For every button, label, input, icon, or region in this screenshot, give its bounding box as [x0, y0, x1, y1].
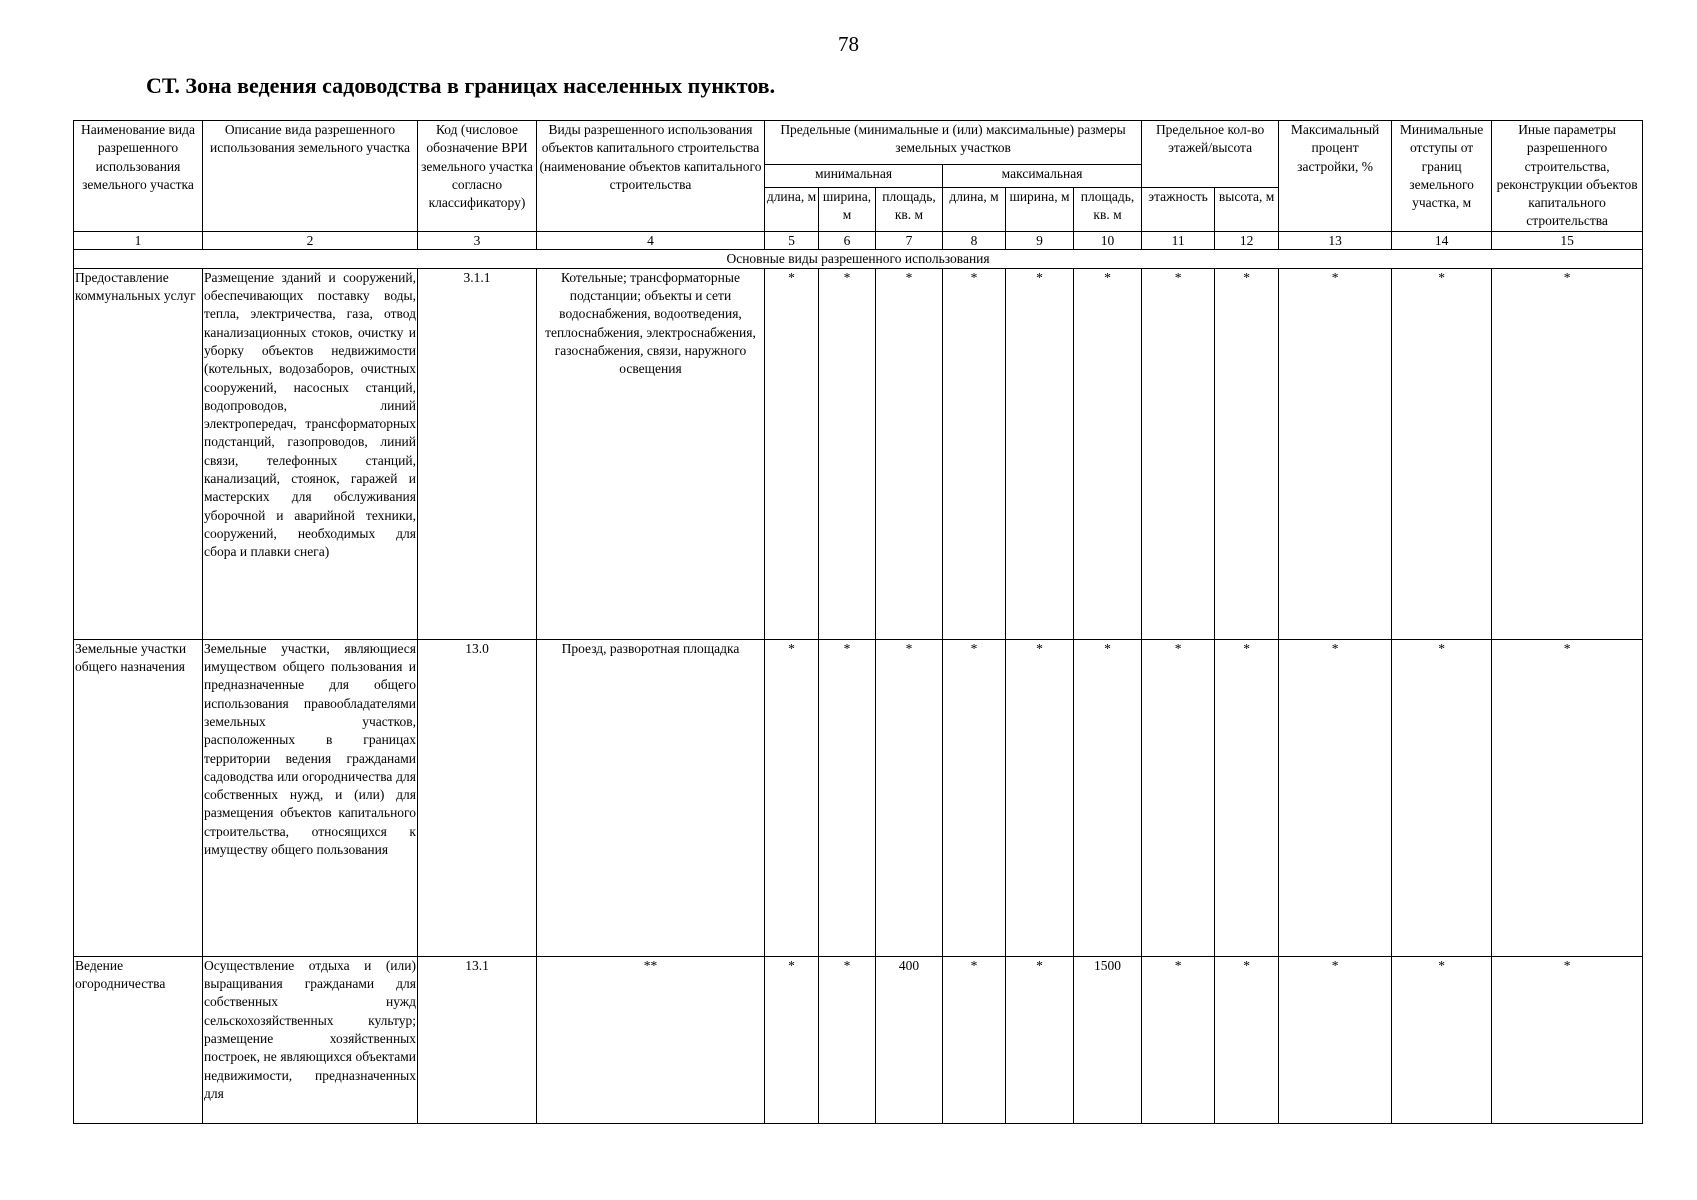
- table-row: [74, 639, 1643, 956]
- use-code: 13.1: [418, 956, 537, 1123]
- oks-types: **: [537, 956, 765, 1123]
- header-floors: этажность: [1142, 187, 1215, 231]
- min-width-value: *: [819, 639, 876, 956]
- min-setback-value: *: [1392, 639, 1492, 956]
- min-setback-value: *: [1392, 956, 1492, 1123]
- section-row: [74, 249, 1643, 268]
- header-height: высота, м: [1215, 187, 1279, 231]
- header-max-percent: Максимальный процент застройки, %: [1279, 121, 1392, 232]
- column-number: 4: [537, 231, 765, 249]
- header-max-area: площадь, кв. м: [1074, 187, 1142, 231]
- oks-types: Проезд, разворотная площадка: [537, 639, 765, 956]
- max-area-value: 1500: [1074, 956, 1142, 1123]
- header-min-width: ширина, м: [819, 187, 876, 231]
- max-percent-value: *: [1279, 639, 1392, 956]
- header-min-area: площадь, кв. м: [876, 187, 943, 231]
- max-width-value: *: [1006, 639, 1074, 956]
- header-oks-types: Виды разрешенного использования объектов капитального строительства (наименование объектов капитального строительства: [537, 121, 765, 232]
- other-params-value: *: [1492, 268, 1643, 639]
- min-area-value: *: [876, 639, 943, 956]
- column-number: 14: [1392, 231, 1492, 249]
- header-min: минимальная: [765, 165, 943, 188]
- header-name: Наименование вида разрешенного использования земельного участка: [74, 121, 203, 232]
- oks-types: Котельные; трансформаторные подстанции; объекты и сети водоснабжения, водоотведения, теплоснабжения, электроснабжения, газоснабжения, связи, наружного освещения: [537, 268, 765, 639]
- min-width-value: *: [819, 956, 876, 1123]
- column-number: 6: [819, 231, 876, 249]
- header-limits: Предельные (минимальные и (или) максимальные) размеры земельных участков: [765, 121, 1142, 165]
- zone-table: [73, 120, 1643, 1124]
- table-row: [74, 956, 1643, 1123]
- header-description: Описание вида разрешенного использования земельного участка: [203, 121, 418, 232]
- column-number: 13: [1279, 231, 1392, 249]
- other-params-value: *: [1492, 639, 1643, 956]
- use-name: Земельные участки общего назначения: [74, 639, 203, 956]
- max-width-value: *: [1006, 956, 1074, 1123]
- use-description: Размещение зданий и сооружений, обеспечивающих поставку воды, тепла, электричества, газа, отвод канализационных стоков, очистку и уборку объектов недвижимости (котельных, водозаборов, очистных сооружений, насосных станций, водопроводов, линий электропередач, трансформаторных подстанций, газопроводов, линий связи, телефонных станций, канализаций, стоянок, гаражей и мастерских для обслуживания уборочной и аварийной техники, сооружений, необходимых для сбора и плавки снега): [203, 268, 418, 639]
- column-number: 3: [418, 231, 537, 249]
- max-area-value: *: [1074, 639, 1142, 956]
- min-width-value: *: [819, 268, 876, 639]
- max-length-value: *: [943, 639, 1006, 956]
- use-description: Осуществление отдыха и (или) выращивания гражданами для собственных нужд сельскохозяйственных культур; размещение хозяйственных построек, не являющихся объектами недвижимости, предназначенных для: [203, 956, 418, 1123]
- column-number: 2: [203, 231, 418, 249]
- header-min-length: длина, м: [765, 187, 819, 231]
- section-label: Основные виды разрешенного использования: [74, 249, 1643, 268]
- table-row: [74, 268, 1643, 639]
- min-area-value: 400: [876, 956, 943, 1123]
- floors-value: *: [1142, 268, 1215, 639]
- header-code: Код (числовое обозначение ВРИ земельного участка согласно классификатору): [418, 121, 537, 232]
- min-length-value: *: [765, 268, 819, 639]
- column-number: 1: [74, 231, 203, 249]
- header-max: максимальная: [943, 165, 1142, 188]
- min-length-value: *: [765, 956, 819, 1123]
- column-number: 9: [1006, 231, 1074, 249]
- column-number: 7: [876, 231, 943, 249]
- column-number: 12: [1215, 231, 1279, 249]
- header-max-width: ширина, м: [1006, 187, 1074, 231]
- height-value: *: [1215, 639, 1279, 956]
- use-description: Земельные участки, являющиеся имуществом общего пользования и предназначенные для общего использования правообладателями земельных участков, расположенных в границах территории ведения гражданами садоводства или огородничества для собственных нужд, и (или) для размещения объектов капитального строительства, относящихся к имуществу общего пользования: [203, 639, 418, 956]
- header-min-setback: Минимальные отступы от границ земельного участка, м: [1392, 121, 1492, 232]
- column-number: 10: [1074, 231, 1142, 249]
- min-area-value: *: [876, 268, 943, 639]
- header-row-1: [74, 121, 1643, 165]
- max-percent-value: *: [1279, 268, 1392, 639]
- min-setback-value: *: [1392, 268, 1492, 639]
- max-area-value: *: [1074, 268, 1142, 639]
- floors-value: *: [1142, 956, 1215, 1123]
- max-length-value: *: [943, 268, 1006, 639]
- floors-value: *: [1142, 639, 1215, 956]
- max-percent-value: *: [1279, 956, 1392, 1123]
- column-number: 8: [943, 231, 1006, 249]
- height-value: *: [1215, 268, 1279, 639]
- max-width-value: *: [1006, 268, 1074, 639]
- header-floors-height: Предельное кол-во этажей/высота: [1142, 121, 1279, 188]
- use-code: 13.0: [418, 639, 537, 956]
- page-title: СТ. Зона ведения садоводства в границах населенных пунктов.: [146, 73, 776, 98]
- column-number-row: [74, 231, 1643, 249]
- use-name: Предоставление коммунальных услуг: [74, 268, 203, 639]
- page-number: 78: [838, 32, 859, 56]
- header-other-params: Иные параметры разрешенного строительства, реконструкции объектов капитального строительства: [1492, 121, 1643, 232]
- header-max-length: длина, м: [943, 187, 1006, 231]
- max-length-value: *: [943, 956, 1006, 1123]
- height-value: *: [1215, 956, 1279, 1123]
- use-name: Ведение огородничества: [74, 956, 203, 1123]
- column-number: 5: [765, 231, 819, 249]
- column-number: 15: [1492, 231, 1643, 249]
- other-params-value: *: [1492, 956, 1643, 1123]
- min-length-value: *: [765, 639, 819, 956]
- column-number: 11: [1142, 231, 1215, 249]
- use-code: 3.1.1: [418, 268, 537, 639]
